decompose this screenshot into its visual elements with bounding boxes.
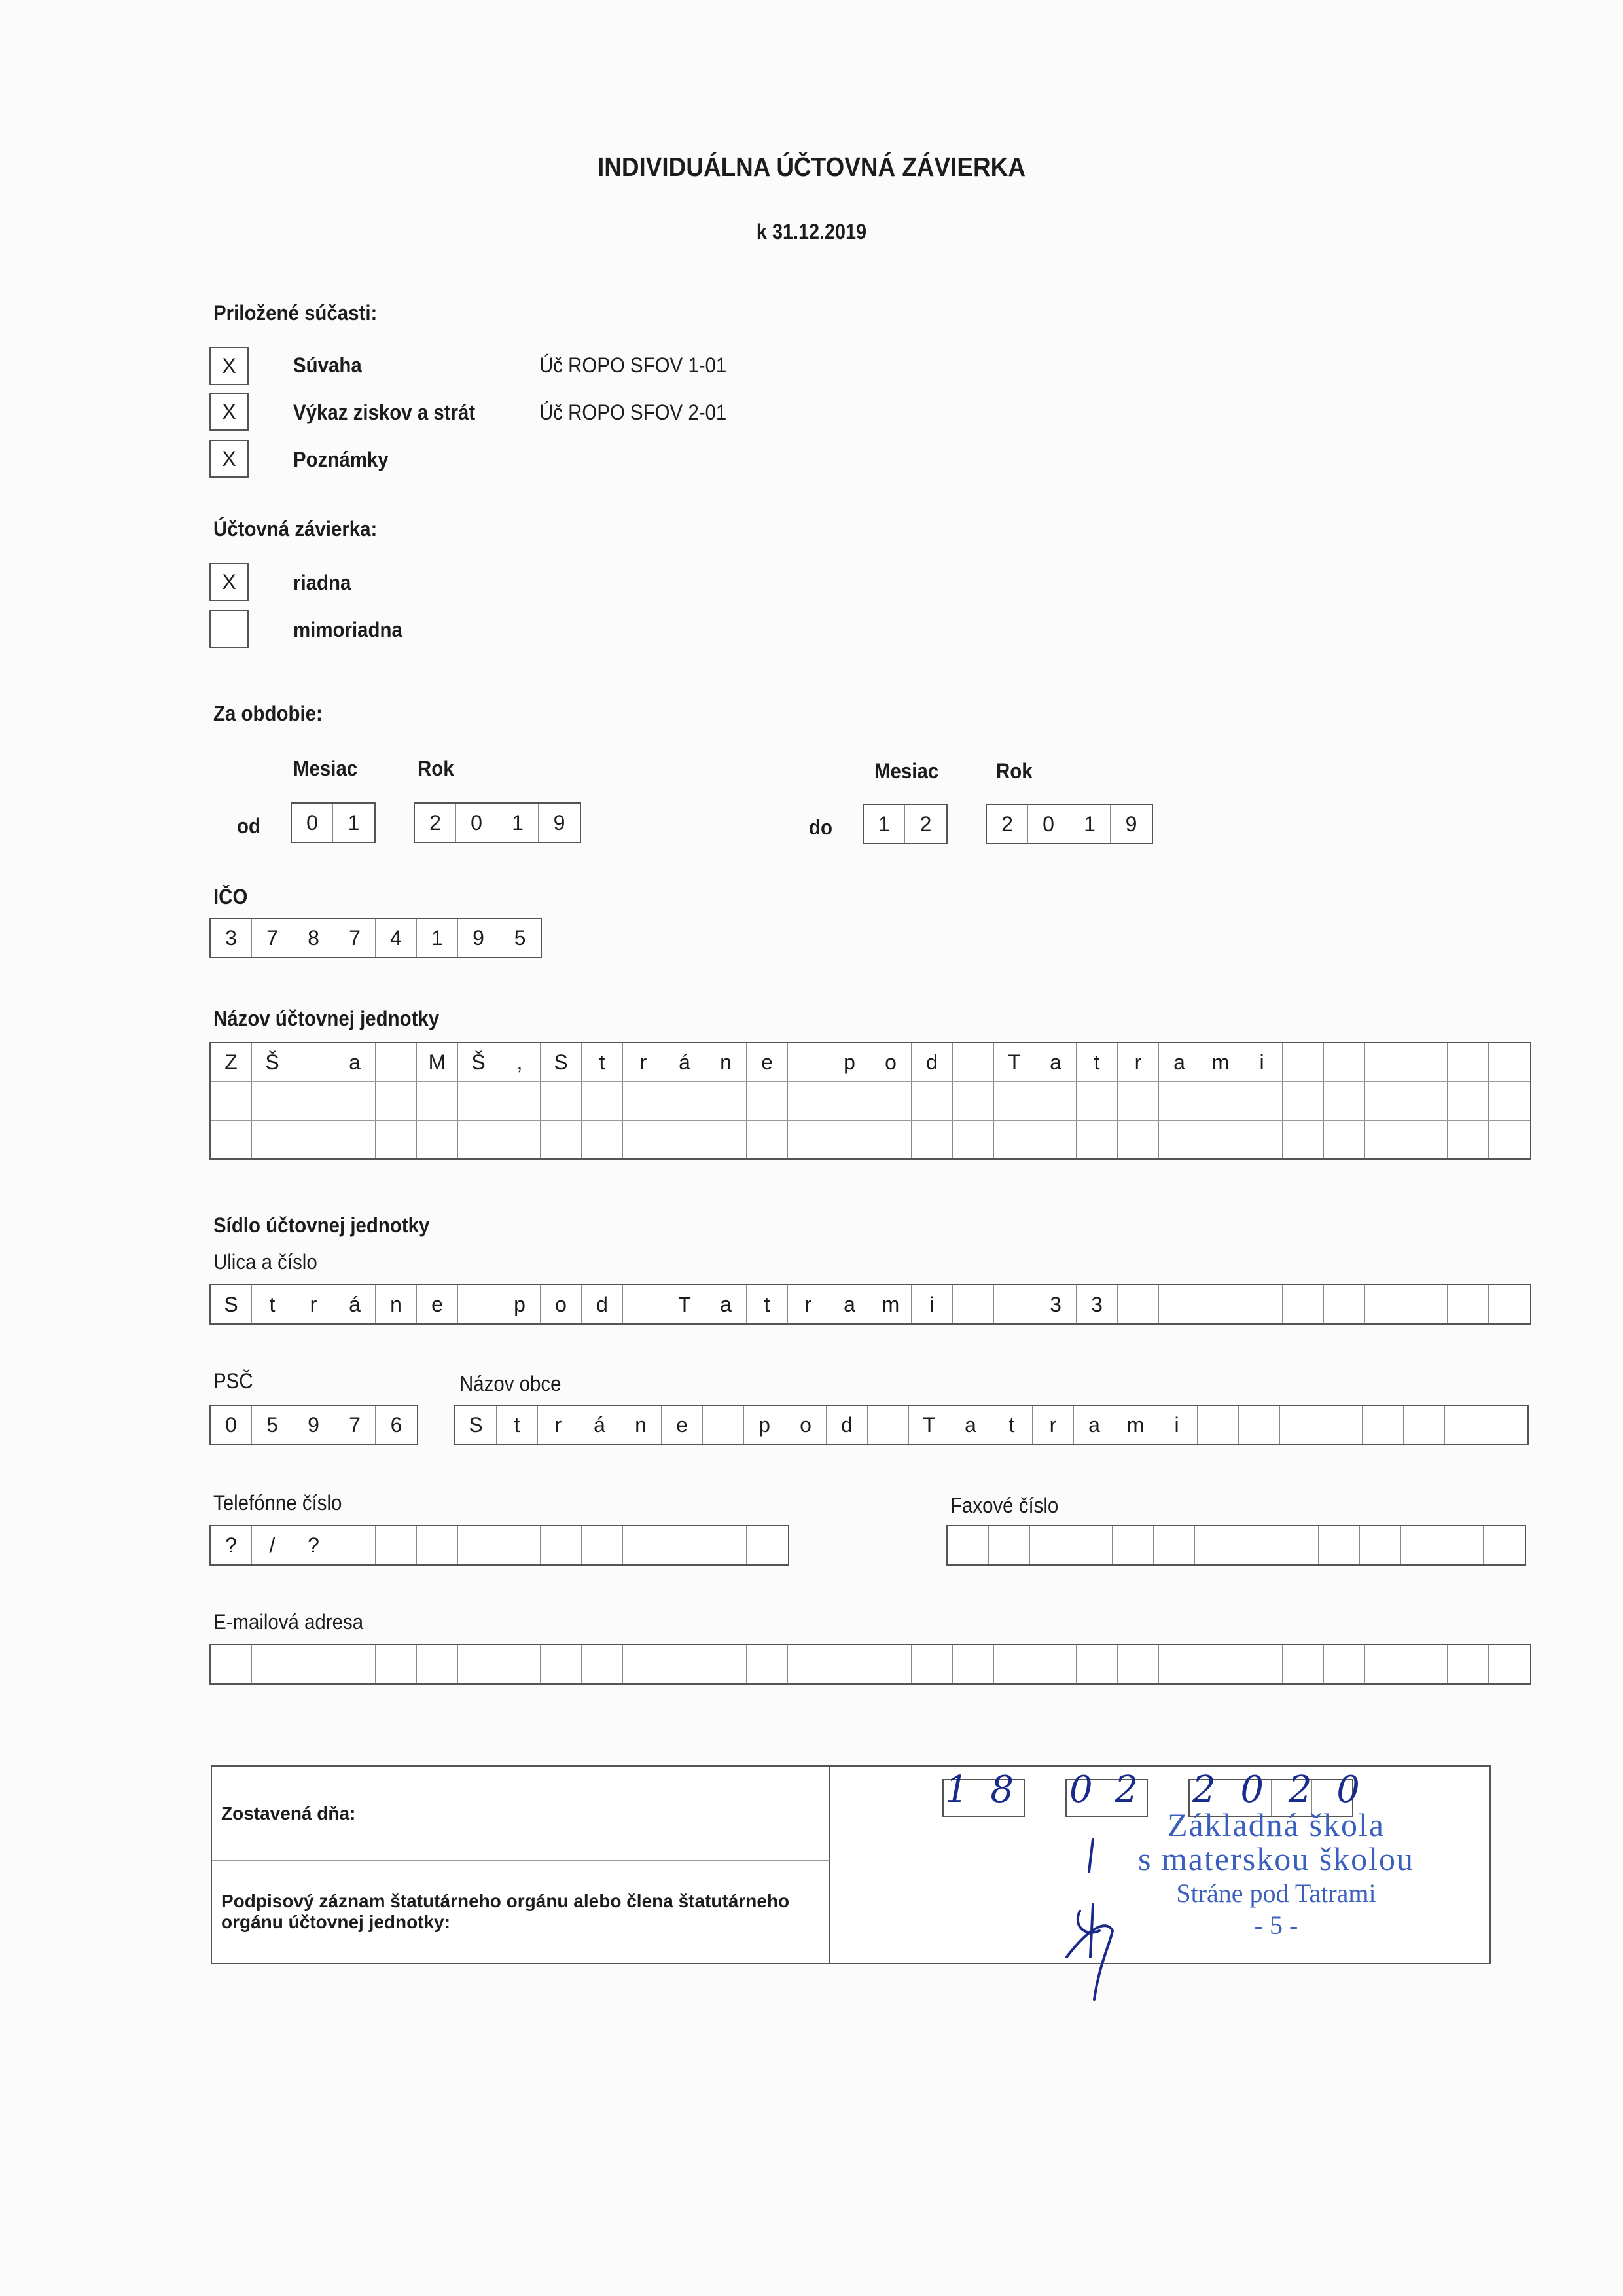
char-cell: a	[1159, 1043, 1200, 1081]
char-cell	[705, 1526, 747, 1564]
char-cell	[252, 1645, 293, 1683]
digit-cell: 0	[1028, 805, 1069, 843]
char-cell	[1118, 1121, 1159, 1158]
char-cell	[788, 1082, 829, 1120]
char-cell	[252, 1082, 293, 1120]
digit-cell: 9	[1125, 812, 1137, 836]
char-cell	[1280, 1406, 1321, 1444]
ico-label: IČO	[213, 885, 248, 908]
char-cell	[1236, 1526, 1277, 1564]
attached-heading: Priložené súčasti:	[213, 301, 378, 325]
char-cell: p	[499, 1285, 541, 1323]
char-cell: e	[747, 1043, 788, 1081]
char-cell	[1365, 1082, 1406, 1120]
char-cell	[747, 1082, 788, 1120]
char-cell	[1406, 1043, 1448, 1081]
char-cell	[1118, 1082, 1159, 1120]
char-cell	[1324, 1121, 1365, 1158]
fax-field[interactable]	[946, 1525, 1526, 1566]
phone-label: Telefónne číslo	[213, 1491, 342, 1515]
char-cell: Š	[252, 1043, 293, 1081]
char-cell	[989, 1526, 1030, 1564]
email-label: E-mailová adresa	[213, 1610, 364, 1634]
char-cell	[1283, 1285, 1324, 1323]
char-cell	[499, 1082, 541, 1120]
char-cell	[1365, 1645, 1406, 1683]
char-cell	[1159, 1082, 1200, 1120]
char-cell	[417, 1121, 458, 1158]
char-cell	[1324, 1285, 1365, 1323]
char-cell	[376, 1121, 417, 1158]
char-cell	[1321, 1406, 1363, 1444]
from-year-label: Rok	[418, 757, 454, 780]
char-cell	[1365, 1043, 1406, 1081]
char-cell	[1442, 1526, 1484, 1564]
char-cell: /	[252, 1526, 293, 1564]
date-day-value: 1 8	[945, 1768, 1020, 1811]
code-suvaha: Úč ROPO SFOV 1-01	[539, 353, 727, 377]
char-cell	[1118, 1285, 1159, 1323]
char-cell	[1118, 1645, 1159, 1683]
label-vykaz: Výkaz ziskov a strát	[293, 401, 476, 424]
document-title: INDIVIDUÁLNA ÚČTOVNÁ ZÁVIERKA	[597, 152, 1026, 182]
char-cell	[1489, 1645, 1530, 1683]
char-cell	[953, 1082, 994, 1120]
char-cell	[541, 1082, 582, 1120]
char-cell: 9	[293, 1406, 334, 1444]
char-cell	[1448, 1121, 1489, 1158]
digit-cell: 1	[864, 805, 905, 843]
ico-field[interactable]	[209, 918, 542, 958]
char-cell	[664, 1645, 705, 1683]
char-cell	[1035, 1082, 1077, 1120]
entity-name-row	[211, 1121, 1530, 1158]
char-cell	[1077, 1082, 1118, 1120]
char-cell	[541, 1121, 582, 1158]
char-cell: 7	[334, 919, 376, 957]
entity-name-label: Názov účtovnej jednotky	[213, 1007, 440, 1030]
digit-cell: 1	[1069, 805, 1111, 843]
email-field[interactable]	[209, 1644, 1531, 1685]
psc-field[interactable]	[209, 1405, 418, 1445]
char-cell	[1200, 1645, 1241, 1683]
char-cell	[458, 1121, 499, 1158]
char-cell	[293, 1043, 334, 1081]
char-cell	[582, 1526, 623, 1564]
street-field[interactable]	[209, 1284, 1531, 1325]
char-cell	[664, 1082, 705, 1120]
char-cell	[1445, 1406, 1486, 1444]
code-vykaz: Úč ROPO SFOV 2-01	[539, 401, 727, 424]
char-cell: M	[417, 1043, 458, 1081]
checkbox-riadna[interactable]: X	[209, 563, 249, 601]
char-cell: t	[991, 1406, 1033, 1444]
char-cell	[870, 1082, 912, 1120]
char-cell	[1448, 1285, 1489, 1323]
char-cell: T	[994, 1043, 1035, 1081]
fax-label: Faxové číslo	[950, 1494, 1059, 1517]
char-cell	[334, 1526, 376, 1564]
char-cell	[953, 1121, 994, 1158]
char-cell: n	[705, 1043, 747, 1081]
digit-cell: 9	[553, 810, 565, 834]
char-cell	[703, 1406, 744, 1444]
char-cell: r	[293, 1285, 334, 1323]
char-cell	[376, 1043, 417, 1081]
char-cell: S	[455, 1406, 497, 1444]
char-cell: T	[664, 1285, 705, 1323]
char-cell: o	[870, 1043, 912, 1081]
label-mimoriadna: mimoriadna	[293, 618, 402, 641]
char-cell	[458, 1285, 499, 1323]
char-cell: a	[829, 1285, 870, 1323]
char-cell	[747, 1121, 788, 1158]
char-cell	[788, 1121, 829, 1158]
char-cell	[1154, 1526, 1195, 1564]
char-cell: 7	[334, 1406, 376, 1444]
char-cell	[870, 1645, 912, 1683]
char-cell	[417, 1082, 458, 1120]
char-cell: Z	[211, 1043, 252, 1081]
char-cell	[293, 1121, 334, 1158]
char-cell	[1486, 1406, 1527, 1444]
char-cell	[623, 1285, 664, 1323]
char-cell: i	[1241, 1043, 1283, 1081]
stamp-line-2: s materskou školou	[1137, 1840, 1415, 1877]
char-cell: 4	[376, 919, 417, 957]
char-cell	[1200, 1082, 1241, 1120]
char-cell	[1035, 1121, 1077, 1158]
label-suvaha: Súvaha	[293, 353, 362, 377]
char-cell	[1159, 1645, 1200, 1683]
char-cell	[664, 1121, 705, 1158]
phone-field[interactable]	[209, 1525, 789, 1566]
char-cell	[1241, 1285, 1283, 1323]
char-cell: T	[909, 1406, 950, 1444]
char-cell	[1277, 1526, 1319, 1564]
char-cell: r	[1118, 1043, 1159, 1081]
char-cell	[376, 1645, 417, 1683]
char-cell	[293, 1082, 334, 1120]
char-cell: 3	[211, 919, 252, 957]
char-cell: t	[252, 1285, 293, 1323]
char-cell: d	[582, 1285, 623, 1323]
digit-cell: 0	[292, 804, 333, 842]
char-cell	[499, 1526, 541, 1564]
char-cell	[912, 1082, 953, 1120]
char-cell	[334, 1121, 376, 1158]
char-cell	[623, 1082, 664, 1120]
char-cell	[293, 1645, 334, 1683]
char-cell	[1159, 1121, 1200, 1158]
to-year-field[interactable]	[986, 804, 1153, 844]
to-month-field[interactable]	[863, 804, 948, 844]
char-cell	[870, 1121, 912, 1158]
char-cell: t	[747, 1285, 788, 1323]
char-cell: m	[870, 1285, 912, 1323]
char-cell: 5	[514, 925, 526, 950]
char-cell	[1489, 1082, 1530, 1120]
entity-name-row	[211, 1043, 1530, 1082]
digit-cell: 2	[987, 805, 1028, 843]
char-cell: a	[334, 1043, 376, 1081]
char-cell	[1448, 1645, 1489, 1683]
char-cell: o	[785, 1406, 827, 1444]
char-cell: á	[579, 1406, 620, 1444]
checkbox-suvaha[interactable]: X	[209, 347, 249, 385]
char-cell: r	[788, 1285, 829, 1323]
char-cell: 3	[1077, 1285, 1118, 1323]
char-cell	[1489, 1285, 1530, 1323]
char-cell	[1363, 1406, 1404, 1444]
char-cell	[1365, 1121, 1406, 1158]
char-cell	[211, 1121, 252, 1158]
char-cell	[1406, 1285, 1448, 1323]
char-cell: m	[1200, 1043, 1241, 1081]
to-year-label: Rok	[996, 759, 1033, 783]
char-cell	[1241, 1082, 1283, 1120]
char-cell	[788, 1645, 829, 1683]
char-cell	[458, 1526, 499, 1564]
char-cell	[623, 1526, 664, 1564]
label-riadna: riadna	[293, 571, 351, 594]
char-cell	[994, 1285, 1035, 1323]
school-stamp	[1093, 1808, 1459, 1940]
char-cell: e	[417, 1285, 458, 1323]
char-cell	[1283, 1645, 1324, 1683]
char-cell	[1365, 1285, 1406, 1323]
char-cell	[252, 1121, 293, 1158]
checkbox-mimoriadna[interactable]	[209, 610, 249, 648]
char-cell: 0	[211, 1406, 252, 1444]
char-cell	[994, 1082, 1035, 1120]
char-cell	[1484, 1526, 1525, 1564]
char-cell	[868, 1406, 909, 1444]
char-cell: 5	[252, 1406, 293, 1444]
char-cell: t	[1077, 1043, 1118, 1081]
char-cell	[994, 1645, 1035, 1683]
char-cell	[1035, 1645, 1077, 1683]
char-cell: a	[1035, 1043, 1077, 1081]
char-cell: ?	[211, 1526, 252, 1564]
char-cell: n	[376, 1285, 417, 1323]
char-cell	[211, 1645, 252, 1683]
char-cell	[623, 1121, 664, 1158]
char-cell	[829, 1082, 870, 1120]
from-month-field[interactable]	[291, 802, 376, 843]
char-cell	[1406, 1121, 1448, 1158]
char-cell: t	[582, 1043, 623, 1081]
char-cell	[747, 1526, 788, 1564]
char-cell	[376, 1526, 417, 1564]
char-cell	[458, 1645, 499, 1683]
char-cell	[1200, 1285, 1241, 1323]
char-cell: d	[827, 1406, 868, 1444]
char-cell: i	[912, 1285, 953, 1323]
sign-label-cell	[212, 1861, 830, 1963]
digit-cell: 1	[497, 804, 539, 842]
char-cell	[1448, 1082, 1489, 1120]
date-year-value: 2 0 2 0	[1192, 1768, 1366, 1811]
char-cell: n	[620, 1406, 662, 1444]
char-cell	[499, 1645, 541, 1683]
char-cell	[541, 1645, 582, 1683]
char-cell	[1071, 1526, 1113, 1564]
char-cell	[211, 1082, 252, 1120]
char-cell	[458, 1082, 499, 1120]
char-cell: Š	[458, 1043, 499, 1081]
char-cell: e	[662, 1406, 703, 1444]
char-cell	[499, 1121, 541, 1158]
char-cell: ,	[499, 1043, 541, 1081]
char-cell: i	[1156, 1406, 1198, 1444]
char-cell: r	[1033, 1406, 1074, 1444]
char-cell	[582, 1082, 623, 1120]
char-cell	[1241, 1121, 1283, 1158]
char-cell: S	[541, 1043, 582, 1081]
char-cell: m	[1115, 1406, 1156, 1444]
char-cell: á	[334, 1285, 376, 1323]
char-cell: d	[912, 1043, 953, 1081]
char-cell	[1200, 1121, 1241, 1158]
char-cell	[953, 1043, 994, 1081]
label-poznamky: Poznámky	[293, 448, 389, 471]
char-cell	[1077, 1645, 1118, 1683]
char-cell	[1113, 1526, 1154, 1564]
char-cell	[1241, 1645, 1283, 1683]
char-cell	[705, 1121, 747, 1158]
city-label: Názov obce	[459, 1372, 562, 1395]
char-cell	[912, 1121, 953, 1158]
char-cell: 9	[458, 919, 499, 957]
char-cell: 1	[417, 919, 458, 957]
char-cell	[747, 1645, 788, 1683]
char-cell	[1489, 1121, 1530, 1158]
char-cell	[953, 1285, 994, 1323]
digit-cell: 2	[415, 804, 456, 842]
char-cell	[829, 1121, 870, 1158]
char-cell: á	[664, 1043, 705, 1081]
char-cell: 8	[293, 919, 334, 957]
char-cell	[1401, 1526, 1442, 1564]
char-cell	[417, 1526, 458, 1564]
char-cell	[948, 1526, 989, 1564]
from-year-field[interactable]	[414, 802, 581, 843]
date-label: Zostavená dňa:	[221, 1803, 356, 1823]
digit-cell: 1	[348, 810, 360, 834]
entity-name-row	[211, 1082, 1530, 1121]
from-label: od	[237, 814, 260, 838]
char-cell	[1195, 1526, 1236, 1564]
entity-name-field[interactable]	[209, 1042, 1531, 1160]
char-cell: t	[497, 1406, 538, 1444]
checkbox-vykaz[interactable]: X	[209, 393, 249, 431]
seat-heading: Sídlo účtovnej jednotky	[213, 1213, 430, 1237]
stamp-line-1: Základná škola	[1167, 1806, 1385, 1843]
char-cell	[1489, 1043, 1530, 1081]
char-cell: r	[623, 1043, 664, 1081]
char-cell	[829, 1645, 870, 1683]
char-cell: o	[541, 1285, 582, 1323]
char-cell	[1198, 1406, 1239, 1444]
char-cell: 6	[390, 1412, 402, 1437]
char-cell	[541, 1526, 582, 1564]
char-cell	[664, 1526, 705, 1564]
char-cell	[1406, 1645, 1448, 1683]
char-cell	[582, 1121, 623, 1158]
date-month-value: 0 2	[1069, 1768, 1144, 1811]
char-cell	[953, 1645, 994, 1683]
char-cell: a	[1074, 1406, 1115, 1444]
char-cell	[1283, 1121, 1324, 1158]
char-cell: S	[211, 1285, 252, 1323]
statement-heading: Účtovná závierka:	[213, 517, 378, 541]
char-cell	[376, 1082, 417, 1120]
char-cell	[1324, 1645, 1365, 1683]
char-cell	[1448, 1043, 1489, 1081]
char-cell	[582, 1645, 623, 1683]
sign-label: Podpisový záznam štatutárneho orgánu alebo člena štatutárneho orgánu účtovnej jednotky:	[221, 1891, 790, 1932]
city-field[interactable]	[454, 1405, 1529, 1445]
char-cell	[705, 1082, 747, 1120]
date-label-cell	[212, 1767, 830, 1861]
char-cell	[1324, 1043, 1365, 1081]
checkbox-poznamky[interactable]: X	[209, 440, 249, 478]
char-cell	[994, 1121, 1035, 1158]
char-cell	[912, 1645, 953, 1683]
char-cell	[1319, 1526, 1360, 1564]
char-cell	[1360, 1526, 1401, 1564]
document-date: k 31.12.2019	[756, 220, 867, 243]
to-label: do	[809, 816, 832, 839]
street-label: Ulica a číslo	[213, 1250, 317, 1274]
from-month-label: Mesiac	[293, 757, 358, 780]
char-cell	[623, 1645, 664, 1683]
char-cell: a	[950, 1406, 991, 1444]
digit-cell: 2	[919, 812, 932, 836]
to-month-label: Mesiac	[874, 759, 939, 783]
psc-label: PSČ	[213, 1369, 253, 1393]
char-cell: 7	[252, 919, 293, 957]
char-cell	[417, 1645, 458, 1683]
char-cell: r	[538, 1406, 579, 1444]
stamp-line-4: - 5 -	[1254, 1910, 1298, 1940]
char-cell: 3	[1035, 1285, 1077, 1323]
char-cell	[1030, 1526, 1071, 1564]
char-cell	[1324, 1082, 1365, 1120]
char-cell: ?	[293, 1526, 334, 1564]
char-cell	[788, 1043, 829, 1081]
char-cell	[334, 1645, 376, 1683]
char-cell	[1239, 1406, 1280, 1444]
period-heading: Za obdobie:	[213, 702, 323, 725]
char-cell	[1077, 1121, 1118, 1158]
char-cell: p	[829, 1043, 870, 1081]
char-cell	[1404, 1406, 1445, 1444]
char-cell	[1159, 1285, 1200, 1323]
digit-cell: 0	[456, 804, 497, 842]
handwritten-signature	[1047, 1833, 1139, 2003]
char-cell	[1283, 1043, 1324, 1081]
char-cell	[334, 1082, 376, 1120]
char-cell	[705, 1645, 747, 1683]
stamp-line-3: Stráne pod Tatrami	[1176, 1878, 1376, 1908]
char-cell	[1406, 1082, 1448, 1120]
char-cell	[1283, 1082, 1324, 1120]
char-cell: p	[744, 1406, 785, 1444]
char-cell: a	[705, 1285, 747, 1323]
